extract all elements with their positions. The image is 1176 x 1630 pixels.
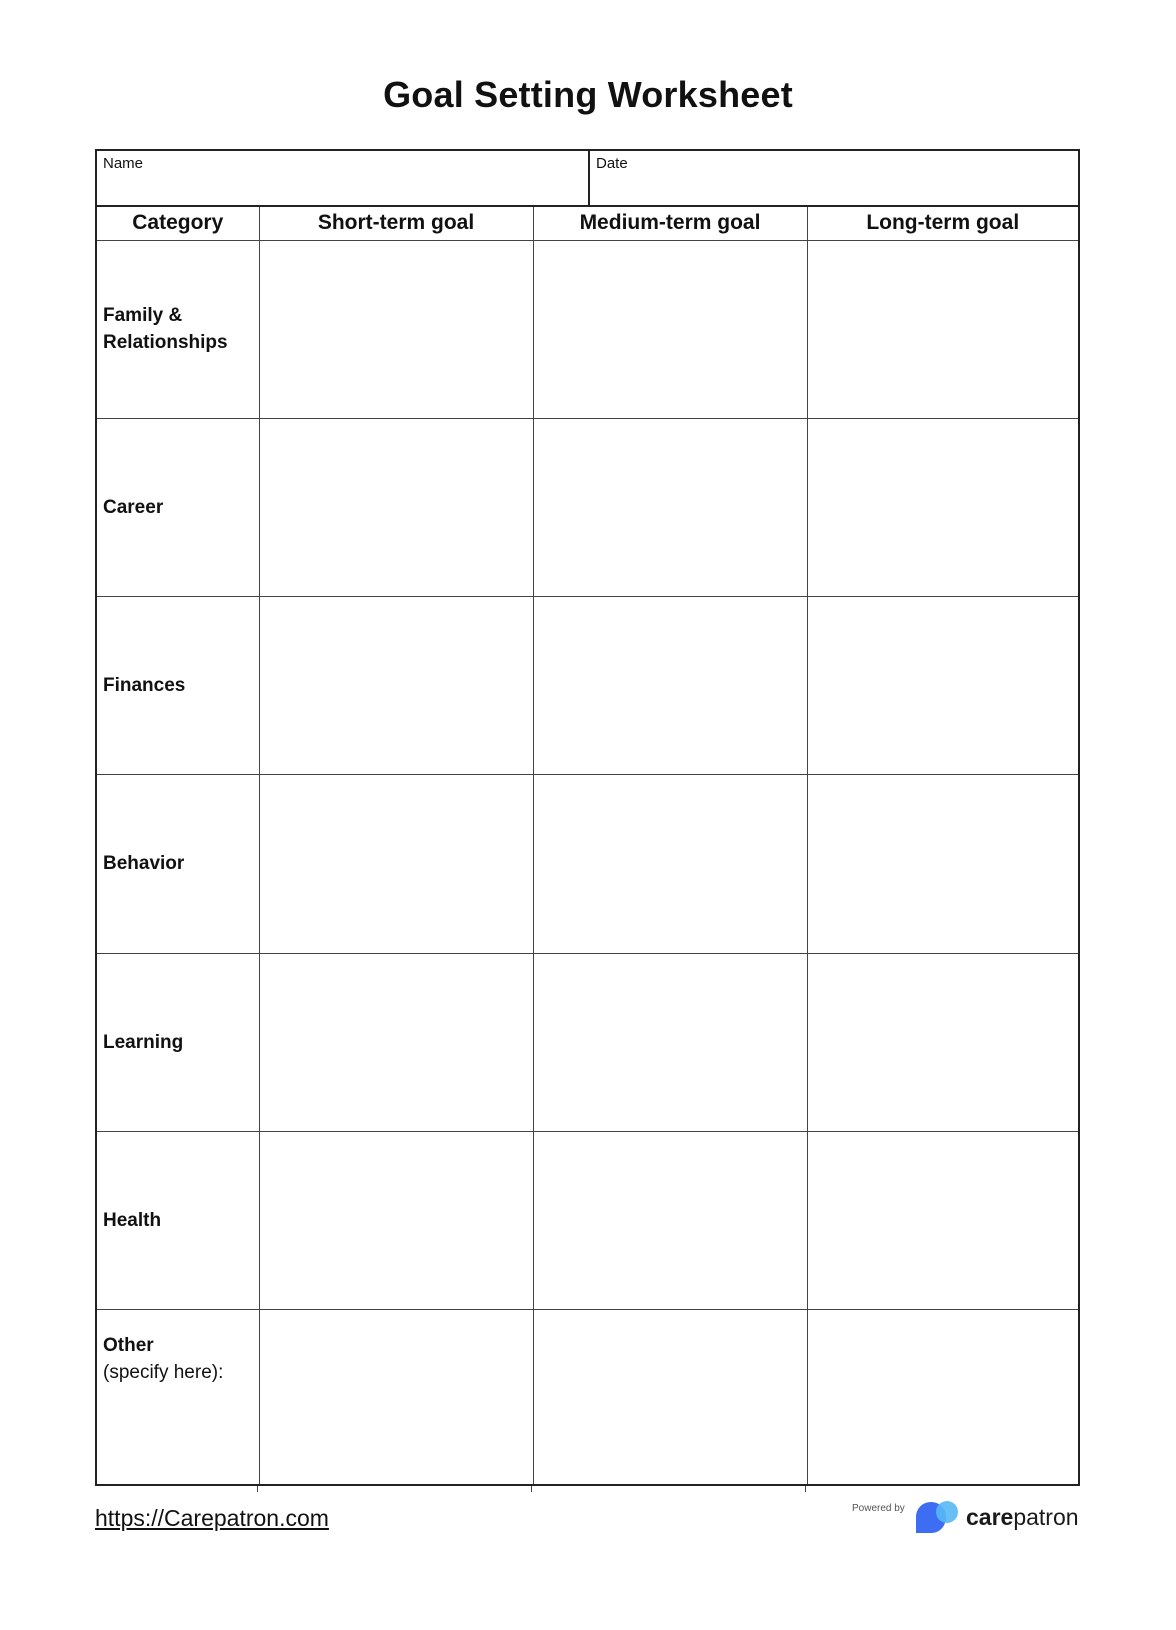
column-header-short-term: Short-term goal — [259, 207, 533, 240]
worksheet-table — [95, 149, 1080, 1486]
long-term-goal-cell[interactable] — [807, 240, 1078, 418]
category-learning: Learning — [97, 953, 259, 1131]
header-row — [97, 207, 1078, 240]
info-row — [97, 151, 1078, 207]
short-term-goal-cell[interactable] — [259, 1131, 533, 1309]
date-label: Date — [596, 155, 628, 172]
column-tick — [531, 1486, 532, 1492]
category-family-relationships: Family & Relationships — [97, 240, 259, 418]
short-term-goal-cell[interactable] — [259, 597, 533, 775]
short-term-goal-cell[interactable] — [259, 240, 533, 418]
long-term-goal-cell[interactable] — [807, 597, 1078, 775]
long-term-goal-cell[interactable] — [807, 418, 1078, 596]
date-field[interactable] — [590, 151, 1078, 205]
medium-term-goal-cell[interactable] — [533, 597, 807, 775]
short-term-goal-cell[interactable] — [259, 775, 533, 953]
carepatron-link[interactable]: https://Carepatron.com — [95, 1505, 329, 1531]
table-row — [97, 418, 1078, 596]
category-career: Career — [97, 418, 259, 596]
worksheet-title: Goal Setting Worksheet — [383, 74, 793, 115]
short-term-goal-cell[interactable] — [259, 953, 533, 1131]
category-finances: Finances — [97, 597, 259, 775]
column-header-medium-term: Medium-term goal — [533, 207, 807, 240]
short-term-goal-cell[interactable] — [259, 418, 533, 596]
medium-term-goal-cell[interactable] — [533, 775, 807, 953]
carepatron-wordmark: carepatron — [966, 1504, 1079, 1530]
column-header-category: Category — [97, 207, 259, 240]
long-term-goal-cell[interactable] — [807, 953, 1078, 1131]
goal-grid — [97, 207, 1078, 1484]
table-row — [97, 1131, 1078, 1309]
name-label: Name — [103, 155, 144, 172]
name-field[interactable] — [97, 151, 590, 205]
medium-term-goal-cell[interactable] — [533, 1310, 807, 1484]
table-row — [97, 775, 1078, 953]
table-row — [97, 597, 1078, 775]
medium-term-goal-cell[interactable] — [533, 418, 807, 596]
medium-term-goal-cell[interactable] — [533, 1131, 807, 1309]
table-row — [97, 953, 1078, 1131]
long-term-goal-cell[interactable] — [807, 775, 1078, 953]
column-tick — [257, 1486, 258, 1492]
short-term-goal-cell[interactable] — [259, 1310, 533, 1484]
category-health: Health — [97, 1131, 259, 1309]
table-row — [97, 240, 1078, 418]
medium-term-goal-cell[interactable] — [533, 240, 807, 418]
table-row — [97, 1310, 1078, 1484]
powered-by-label: Powered by — [852, 1503, 905, 1514]
category-other-hint: (specify here): — [103, 1362, 224, 1384]
long-term-goal-cell[interactable] — [807, 1310, 1078, 1484]
category-other: Other (specify here): — [97, 1310, 259, 1484]
category-behavior: Behavior — [97, 775, 259, 953]
long-term-goal-cell[interactable] — [807, 1131, 1078, 1309]
medium-term-goal-cell[interactable] — [533, 953, 807, 1131]
column-tick — [805, 1486, 806, 1492]
column-header-long-term: Long-term goal — [807, 207, 1078, 240]
carepatron-logo-icon — [915, 1500, 963, 1534]
